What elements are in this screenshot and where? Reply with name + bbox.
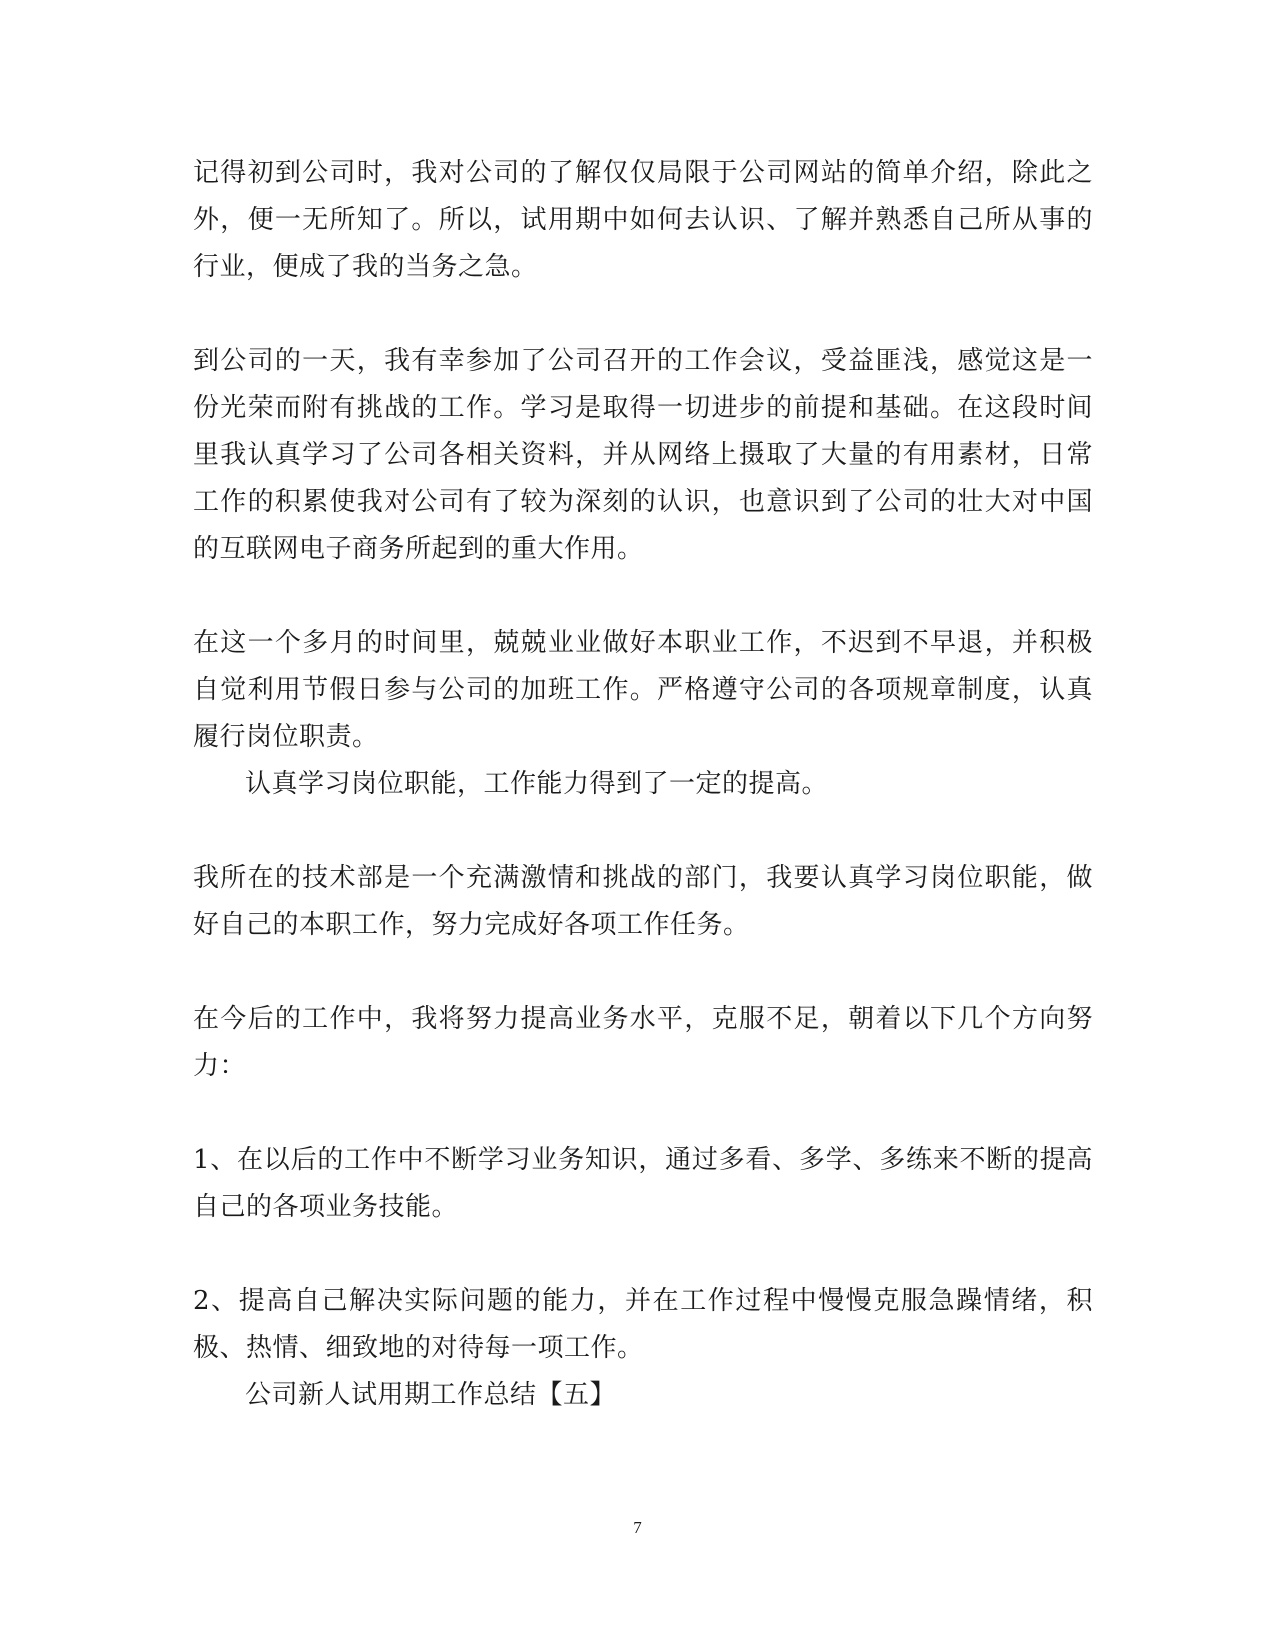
- list-item-1: 1、在以后的工作中不断学习业务知识，通过多看、多学、多练来不断的提高自己的各项业务技能。: [193, 1145, 1093, 1222]
- document-body: [193, 150, 1093, 1419]
- list-item-2: 2、提高自己解决实际问题的能力，并在工作过程中慢慢克服急躁情绪，积极、热情、细致地的对待每一项工作。: [193, 1286, 1093, 1363]
- paragraph-first-impressions: 记得初到公司时，我对公司的了解仅仅局限于公司网站的简单介绍，除此之外，便一无所知了。所以，试用期中如何去认识、了解并熟悉自己所从事的行业，便成了我的当务之急。: [193, 158, 1093, 282]
- paragraph-future-directions: 在今后的工作中，我将努力提高业务水平，克服不足，朝着以下几个方向努力：: [193, 1004, 1093, 1081]
- paragraph-first-day: 到公司的一天，我有幸参加了公司召开的工作会议，受益匪浅，感觉这是一份光荣而附有挑战的工作。学习是取得一切进步的前提和基础。在这段时间里我认真学习了公司各相关资料，并从网络上摄取了大量的有用素材，日常工作的积累使我对公司有了较为深刻的认识，也意识到了公司的壮大对中国的互联网电子商务所起到的重大作用。: [193, 346, 1093, 564]
- section-heading-job-skills: 认真学习岗位职能，工作能力得到了一定的提高。: [245, 769, 829, 799]
- section-heading-summary-five: 公司新人试用期工作总结【五】: [245, 1380, 617, 1410]
- paragraph-diligence: 在这一个多月的时间里，兢兢业业做好本职业工作，不迟到不早退，并积极自觉利用节假日参与公司的加班工作。严格遵守公司的各项规章制度，认真履行岗位职责。: [193, 628, 1093, 752]
- paragraph-tech-department: 我所在的技术部是一个充满激情和挑战的部门，我要认真学习岗位职能，做好自己的本职工作，努力完成好各项工作任务。: [193, 863, 1093, 940]
- page-number: 7: [633, 1518, 642, 1537]
